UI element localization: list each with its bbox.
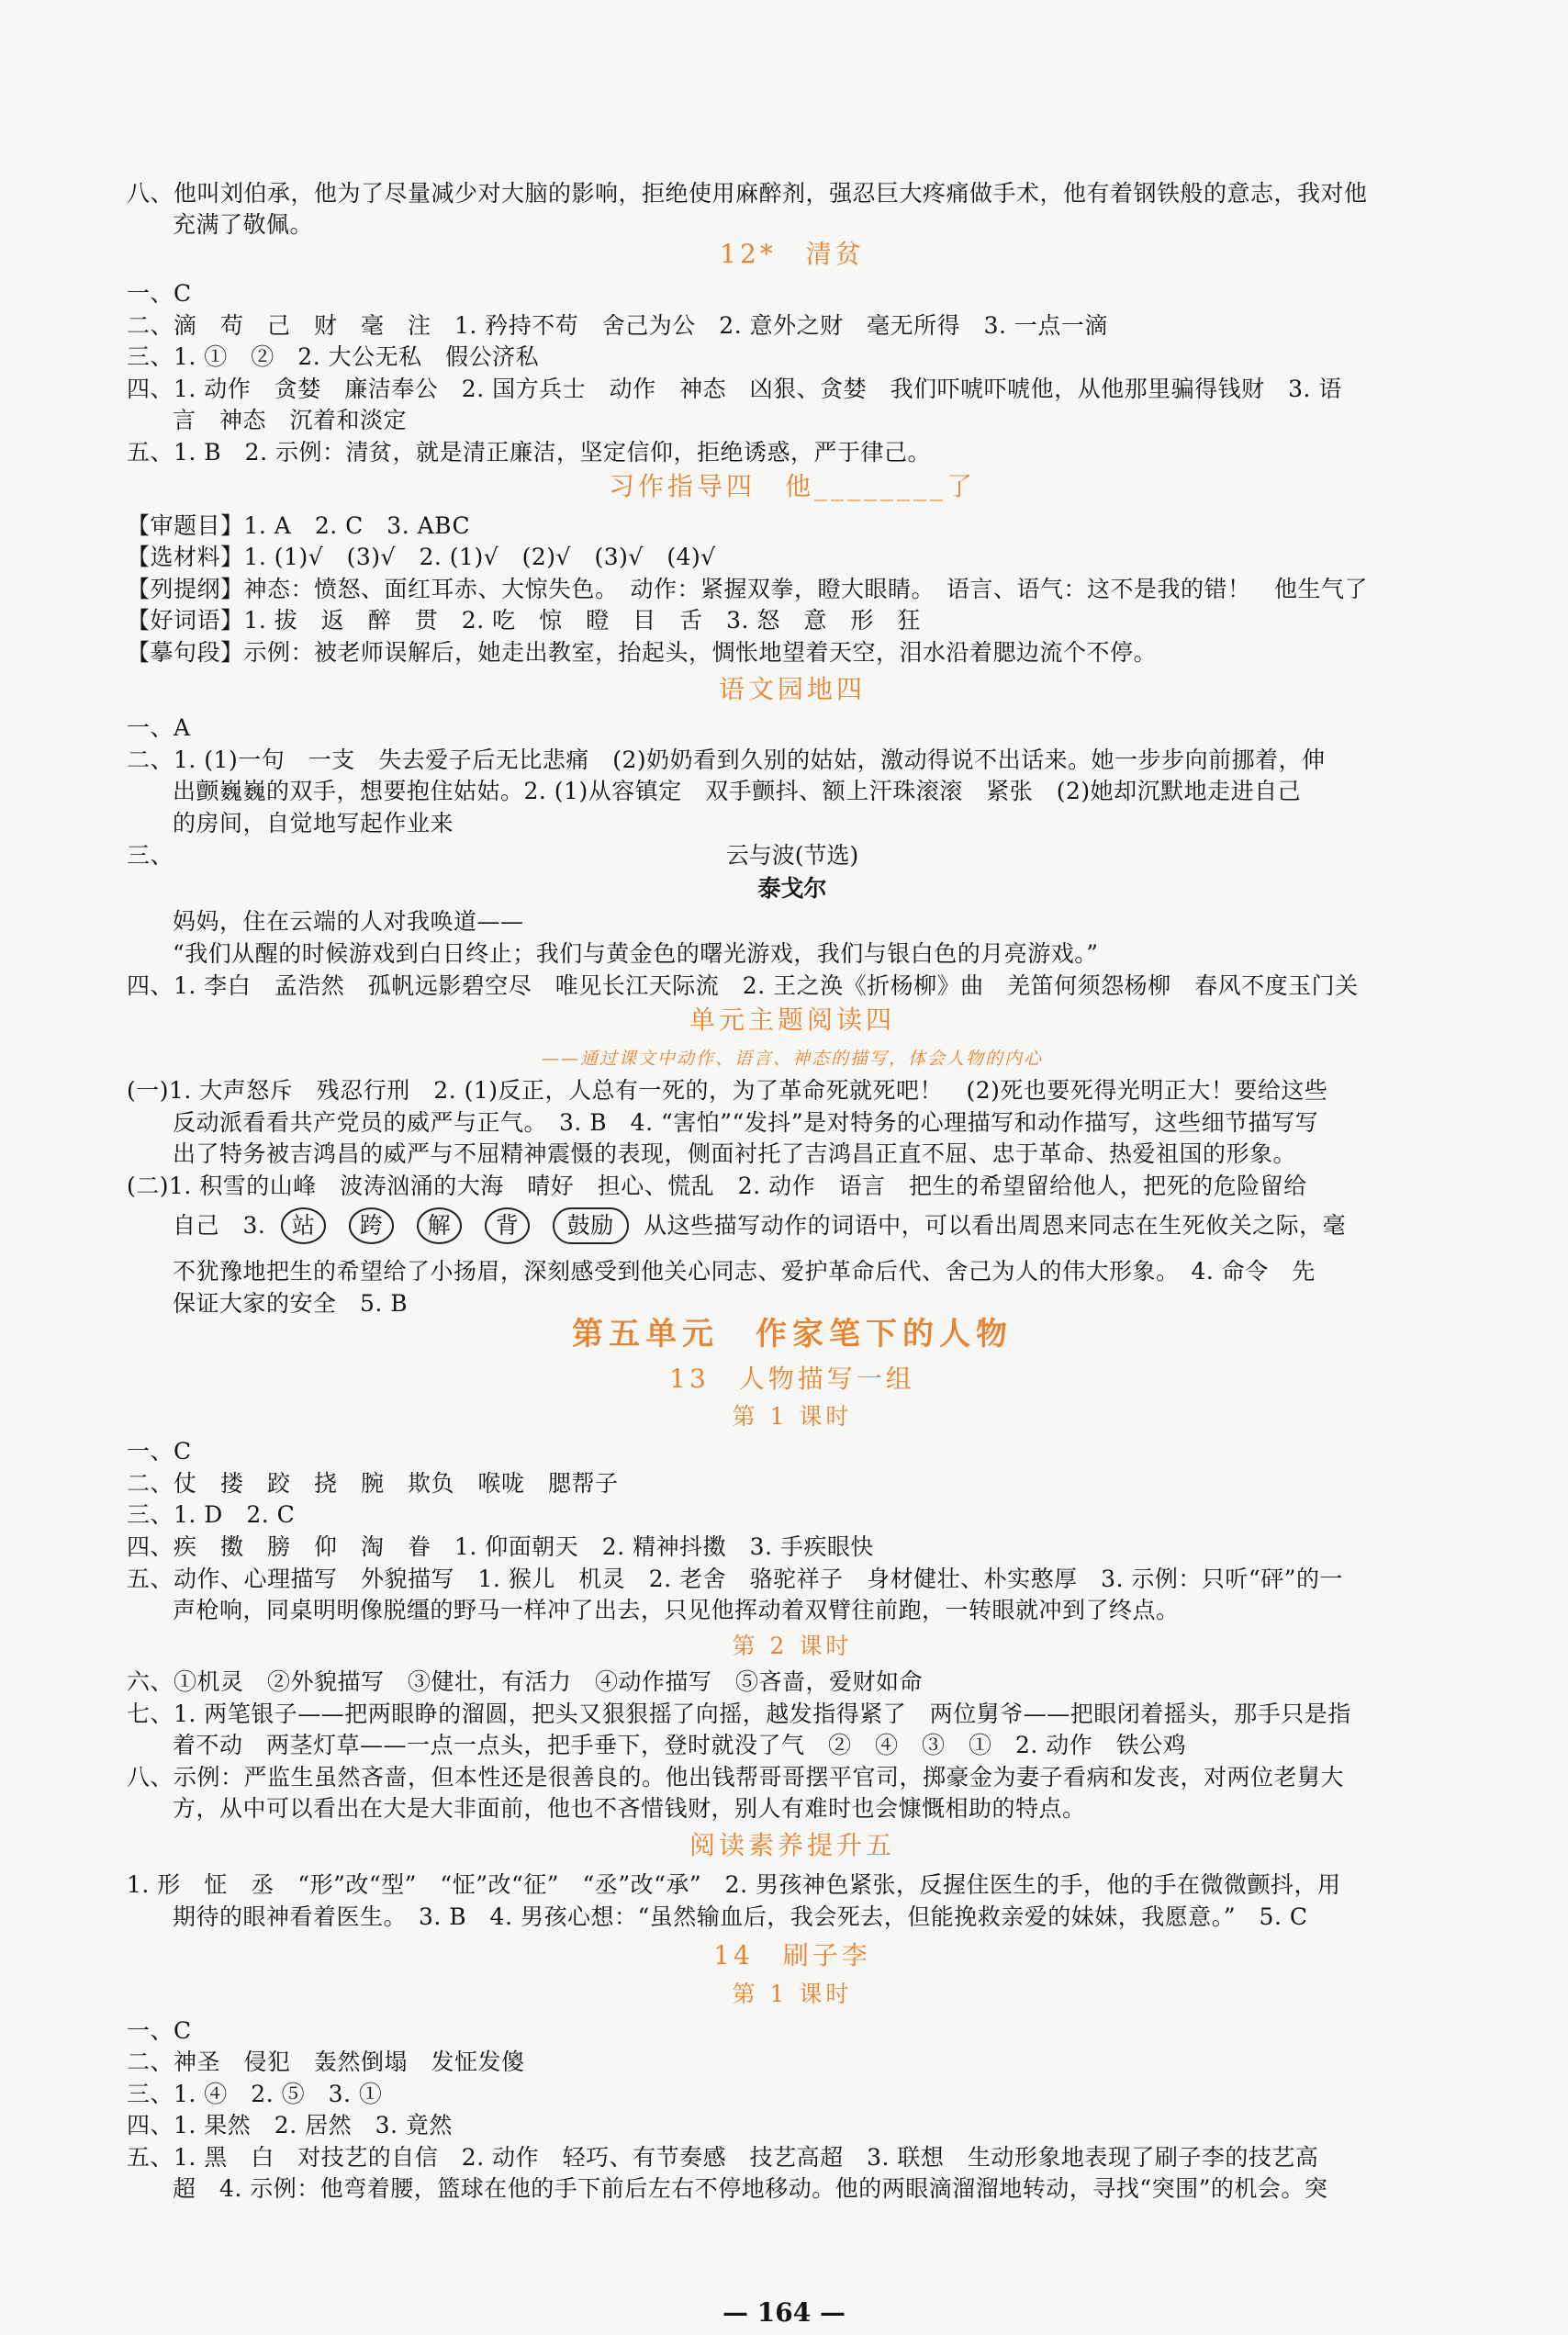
text-line: 一、C [127,280,192,307]
text-line: 七、1. 两笔银子——把两眼睁的溜圆，把头又狠狠摇了向摇，越发指得紧了 两位舅爷——把眼闭着摇头，那手只是指 [127,1701,1351,1727]
text-line: 二、滴 苟 己 财 毫 注 1. 矜持不苟 舍己为公 2. 意外之财 毫无所得 3. 一点一滴 [127,312,1108,339]
text-line: 期待的眼神看着医生。 3. B 4. 男孩心想：“虽然输血后，我会死去，但能挽救亲爱的妹妹，我愿意。” 5. C [173,1903,1308,1930]
text-line: 一、C [127,1438,192,1465]
text-fragment: 自己 3. [173,1212,266,1239]
text-line: 保证大家的安全 5. B [173,1290,409,1317]
page-number-value: 164 [756,2297,812,2328]
text-line: 六、①机灵 ②外貌描写 ③健壮，有活力 ④动作描写 ⑤吝啬，爱财如命 [127,1668,924,1695]
text-line: 【列提纲】神态：愤怒、面红耳赤、大惊失色。 动作：紧握双拳，瞪大眼睛。 语言、语气：这不是我的错！ 他生气了 [127,576,1369,602]
unit-reading-heading: 单元主题阅读四 [689,1005,895,1035]
text-line: 【选材料】1. (1)√ (3)√ 2. (1)√ (2)√ (3)√ (4)√ [127,544,716,570]
text-line: 五、动作、心理描写 外貌描写 1. 猴儿 机灵 2. 老舍 骆驼祥子 身材健壮、朴实憨厚 3. 示例：只听“砰”的一 [127,1566,1343,1592]
text-line: 1. 形 怔 丞 “形”改“型” “怔”改“征” “丞”改“承” 2. 男孩神色紧张，反握住医生的手，他的手在微微颤抖，用 [127,1871,1341,1898]
text-line: 出颤巍巍的双手，想要抱住姑姑。2. (1)从容镇定 双手颤抖、额上汗珠滚滚 紧张 (2)她却沉默地走进自己 [173,778,1302,804]
language-garden-heading: 语文园地四 [718,674,866,704]
text-line: 二、1. (1)一句 一支 失去爱子后无比悲痛 (2)奶奶看到久别的姑姑，激动得说不出话来。她一步步向前挪着，伸 [127,747,1326,773]
text-line: 不犹豫地把生的希望给了小扬眉，深刻感受到他关心同志、爱护革命后代、舍己为人的伟大形象。 4. 命令 先 [173,1258,1316,1285]
text-line: 方，从中可以看出在大是大非面前，他也不吝惜钱财，别人有难时也会慷慨相助的特点。 [173,1795,1086,1822]
text-line: 二、仗 搂 跤 挠 腕 欺负 喉咙 腮帮子 [127,1470,619,1497]
circled-words-line [173,1207,1504,1244]
text-fragment: 从这些描写动作的词语中，可以看出周恩来同志在生死攸关之际，毫 [644,1212,1347,1239]
text-line: 【摹句段】示例：被老师误解后，她走出教室，抬起头，惆怅地望着天空，泪水沿着腮边流个不停。 [127,639,1158,666]
text-line: 八、他叫刘伯承，他为了尽量减少对大脑的影响，拒绝使用麻醉剂，强忍巨大疼痛做手术，他有着钢铁般的意志，我对他 [127,180,1368,207]
page-number: — 164 — [722,2297,846,2328]
text-line: 三、1. ① ② 2. 大公无私 假公济私 [127,343,540,370]
text-line: (一)1. 大声怒斥 残忍行刑 2. (1)反正，人总有一死的，为了革命死就死吧！ (2)死也要死得光明正大！要给这些 [127,1077,1328,1104]
text-line: 三、 [127,842,174,869]
unit-reading-subheading: ——通过课文中动作、语言、神态的描写，体会人物的内心 [541,1049,1043,1069]
text-line: 超 4. 示例：他弯着腰，篮球在他的手下前后左右不停地移动。他的两眼滴溜溜地转动，寻找“突围”的机会。突 [173,2175,1328,2202]
text-line: 八、示例：严监生虽然吝啬，但本性还是很善良的。他出钱帮哥哥摆平官司，掷豪金为妻子看病和发丧，对两位老舅大 [127,1764,1345,1791]
text-line: 反动派看看共产党员的威严与正气。 3. B 4. “害怕”“发抖”是对特务的心理描写和动作描写，这些细节描写写 [173,1109,1319,1136]
text-line: “我们从醒的时候游戏到白日终止；我们与黄金色的曙光游戏，我们与银白色的月亮游戏。” [173,940,1099,967]
circled-word: 背 [485,1207,531,1244]
text-line: 三、1. ④ 2. ⑤ 3. ① [127,2081,383,2107]
text-line: 一、A [127,714,191,741]
text-line: 【好词语】1. 拔 返 醉 贯 2. 吃 惊 瞪 目 舌 3. 怒 意 形 狂 [127,607,921,634]
text-line: (二)1. 积雪的山峰 波涛汹涌的大海 晴好 担心、慌乱 2. 动作 语言 把生的希望留给他人，把死的危险留给 [127,1173,1307,1199]
lesson-heading-14: 14 刷子李 [713,1940,871,1970]
text-line: 四、1. 果然 2. 居然 3. 竟然 [127,2112,453,2139]
text-line: 三、1. D 2. C [127,1501,296,1528]
text-line: 四、疾 擞 膀 仰 淘 眷 1. 仰面朝天 2. 精神抖擞 3. 手疾眼快 [127,1533,874,1560]
period-heading: 第 2 课时 [732,1633,853,1659]
writing-guide-heading: 习作指导四 他________了 [608,471,976,501]
period-heading: 第 1 课时 [732,1981,853,2007]
unit-title: 第五单元 作家笔下的人物 [572,1316,1013,1353]
text-line: 着不动 两茎灯草——一点一点头，把手垂下，登时就没了气 ② ④ ③ ① 2. 动作 铁公鸡 [173,1732,1187,1758]
circled-word: 鼓励 [553,1207,629,1244]
text-line: 一、C [127,2017,192,2044]
text-line: 出了特务被吉鸿昌的威严与不屈精神震慑的表现，侧面衬托了吉鸿昌正直不屈、忠于革命、热爱祖国的形象。 [173,1140,1297,1167]
text-line: 的房间，自觉地写起作业来 [173,810,454,836]
text-line: 充满了敬佩。 [173,211,314,238]
text-line: 妈妈，住在云端的人对我唤道—— [173,908,524,935]
poem-title: 云与波(节选) [725,842,859,869]
text-line: 二、神圣 侵犯 轰然倒塌 发怔发傻 [127,2049,525,2075]
text-line: 四、1. 动作 贪婪 廉洁奉公 2. 国方兵士 动作 神态 凶狠、贪婪 我们吓唬吓唬他，从他那里骗得钱财 3. 语 [127,376,1342,402]
circled-word: 解 [417,1207,463,1244]
circled-word: 站 [281,1207,327,1244]
text-line: 言 神态 沉着和淡定 [173,407,408,433]
circled-word: 跨 [349,1207,395,1244]
text-line: 【审题目】1. A 2. C 3. ABC [127,512,471,539]
period-heading: 第 1 课时 [732,1403,853,1430]
poem-author: 泰戈尔 [757,875,827,902]
text-line: 五、1. 黑 白 对技艺的自信 2. 动作 轻巧、有节奏感 技艺高超 3. 联想 生动形象地表现了刷子李的技艺高 [127,2144,1319,2171]
lesson-heading-12: 12* 清贫 [720,239,865,269]
text-line: 声枪响，同桌明明像脱缰的野马一样冲了出去，只见他挥动着双臂往前跑，一转眼就冲到了终点。 [173,1597,1180,1623]
text-line: 四、1. 李白 孟浩然 孤帆远影碧空尽 唯见长江天际流 2. 王之涣《折杨柳》曲 羌笛何须怨杨柳 春风不度玉门关 [127,972,1359,999]
reading-literacy-heading: 阅读素养提升五 [689,1830,895,1860]
text-line: 五、1. B 2. 示例：清贫，就是清正廉洁，坚定信仰，拒绝诱惑，严于律己。 [127,439,931,466]
lesson-heading-13: 13 人物描写一组 [669,1364,915,1394]
